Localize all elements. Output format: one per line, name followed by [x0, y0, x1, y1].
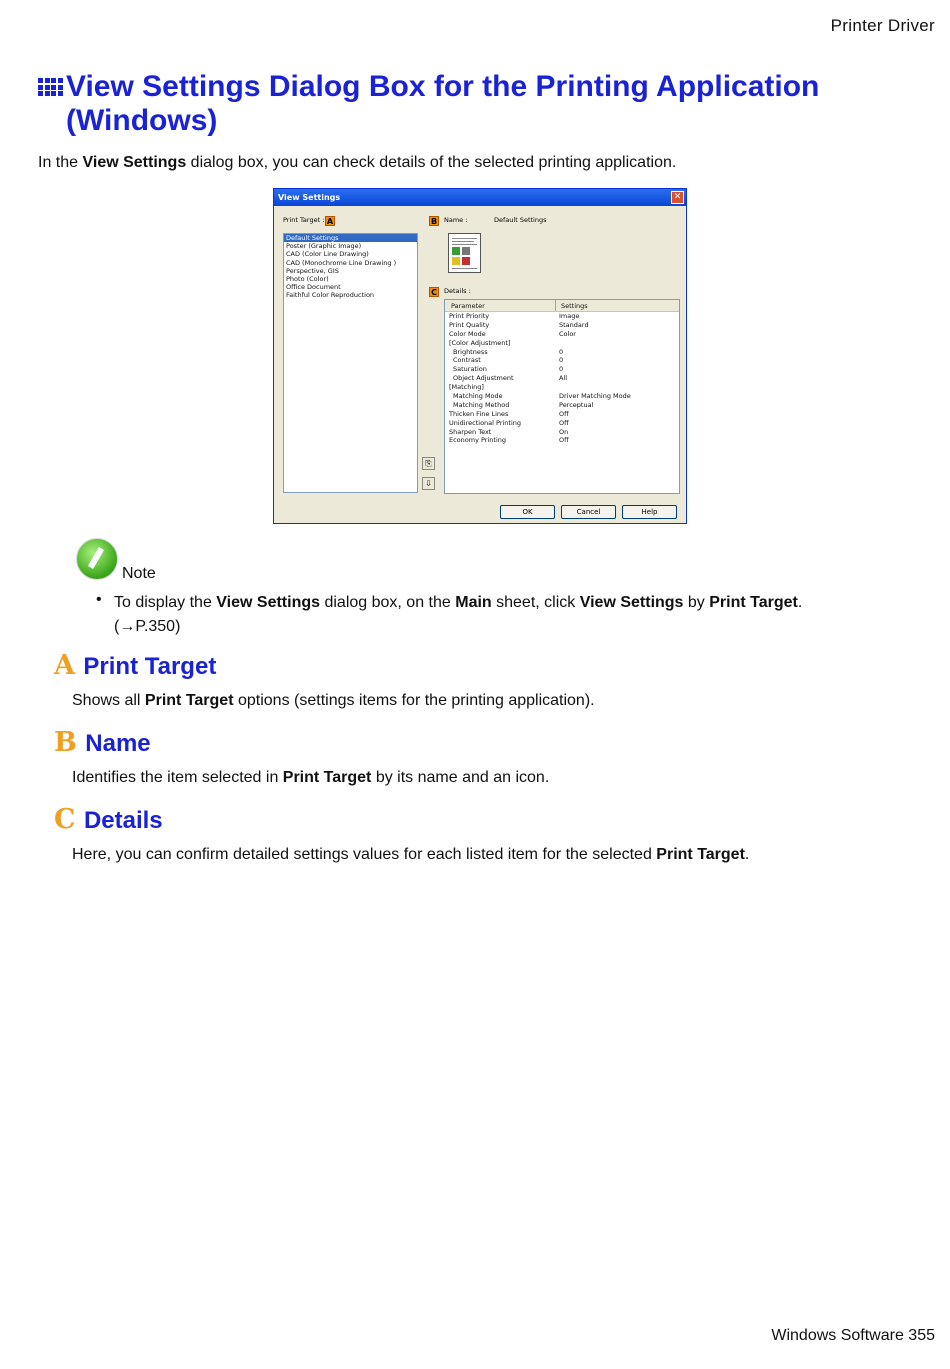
list-item[interactable]: Office Document: [286, 283, 341, 292]
note-t2: dialog box, on the: [320, 594, 456, 611]
section-a-title: Print Target: [83, 653, 217, 680]
table-row: [445, 365, 679, 374]
marker-c: C: [429, 287, 439, 297]
row-setting: Off: [559, 418, 569, 427]
details-table[interactable]: [444, 299, 680, 494]
row-parameter: Economy Printing: [449, 436, 507, 445]
table-row: [445, 410, 679, 419]
row-setting: Off: [559, 409, 569, 418]
note-page-ref[interactable]: (→P.350): [114, 618, 181, 635]
section-c-pre: Here, you can confirm detailed settings values for each listed item for the selected: [72, 846, 657, 863]
row-parameter: Sharpen Text: [449, 427, 492, 436]
intro-post: dialog box, you can check details of the selected printing application.: [186, 154, 677, 171]
intro-paragraph: [38, 154, 676, 172]
section-c-bold: Print Target: [656, 846, 745, 863]
section-a-body: [72, 692, 595, 710]
list-item[interactable]: Perspective, GIS: [286, 266, 339, 275]
table-row: [445, 374, 679, 383]
row-setting: 0: [559, 365, 564, 374]
table-row: [445, 436, 679, 445]
marker-b: B: [430, 217, 438, 226]
name-label: Name :: [444, 216, 468, 224]
section-a-pre: Shows all: [72, 692, 145, 709]
print-target-list[interactable]: [283, 233, 418, 493]
table-row: [445, 312, 679, 321]
table-row: [445, 428, 679, 437]
note-text: [114, 591, 802, 639]
note-label: Note: [122, 565, 156, 582]
row-setting: 0: [559, 347, 564, 356]
section-b-pre: Identifies the item selected in: [72, 769, 283, 786]
list-item[interactable]: Photo (Color): [286, 275, 329, 284]
row-parameter: Matching Mode: [453, 392, 503, 401]
section-c-heading: [54, 804, 163, 835]
row-setting: Standard: [559, 320, 589, 329]
details-label: Details :: [444, 287, 471, 295]
table-row: [445, 339, 679, 348]
table-row: [445, 392, 679, 401]
note-pencil-icon: [76, 538, 118, 580]
table-row: [445, 348, 679, 357]
section-c-title: Details: [83, 807, 163, 834]
page-title: [66, 70, 819, 138]
ok-button[interactable]: OK: [500, 505, 555, 519]
section-a-letter: A: [54, 650, 75, 681]
help-button[interactable]: Help: [622, 505, 677, 519]
row-parameter: Matching Method: [453, 400, 510, 409]
section-a-bold: Print Target: [144, 692, 234, 709]
table-row: [445, 383, 679, 392]
col-settings: Settings: [561, 302, 588, 310]
note-t1: To display the: [114, 594, 217, 611]
row-parameter: Brightness: [453, 347, 488, 356]
close-icon[interactable]: ✕: [671, 191, 684, 204]
row-setting: Driver Matching Mode: [559, 392, 631, 401]
list-item[interactable]: Default Settings: [284, 234, 417, 242]
row-setting: On: [559, 427, 569, 436]
row-parameter: Print Priority: [449, 312, 490, 320]
table-row: [445, 321, 679, 330]
print-target-label: Print Target :: [283, 216, 325, 224]
col-parameter: Parameter: [451, 302, 485, 310]
note-b1: View Settings: [216, 594, 321, 611]
row-setting: 0: [559, 356, 564, 365]
row-parameter: Thicken Fine Lines: [449, 409, 509, 418]
section-a-post: options (settings items for the printing application).: [233, 692, 595, 709]
row-setting: Color: [559, 329, 576, 338]
dialog-titlebar: [274, 189, 686, 206]
table-row: [445, 356, 679, 365]
section-b-title: Name: [85, 730, 151, 757]
row-parameter: Object Adjustment: [453, 374, 514, 383]
list-item[interactable]: CAD (Color Line Drawing): [286, 250, 369, 259]
marker-a: A: [326, 217, 334, 226]
section-b-post: by its name and an icon.: [371, 769, 550, 786]
row-parameter: Color Mode: [449, 329, 486, 338]
print-target-preview-icon: [448, 233, 481, 273]
row-parameter: Unidirectional Printing: [449, 418, 522, 427]
section-c-post: .: [744, 846, 750, 863]
table-row: [445, 330, 679, 339]
intro-bold: View Settings: [82, 154, 187, 171]
list-item[interactable]: CAD (Monochrome Line Drawing ): [286, 258, 397, 267]
section-grid-icon: [38, 78, 62, 98]
row-setting: Image: [559, 312, 580, 320]
page-title-line1: View Settings Dialog Box for the Printing Application: [66, 70, 820, 103]
row-parameter: [Matching]: [449, 383, 484, 392]
view-settings-dialog: [273, 188, 687, 524]
note-bullet: •: [96, 591, 102, 608]
page-footer: Windows Software 355: [771, 1327, 935, 1344]
row-parameter: Contrast: [453, 356, 481, 365]
section-b-letter: B: [54, 727, 77, 758]
row-parameter: [Color Adjustment]: [449, 338, 511, 347]
note-b2: Main: [455, 594, 492, 611]
section-b-heading: [54, 727, 151, 758]
table-row: [445, 419, 679, 428]
running-header: Printer Driver: [830, 16, 935, 35]
section-b-body: [72, 769, 549, 787]
section-b-bold: Print Target: [282, 769, 372, 786]
row-setting: Perceptual: [559, 400, 594, 409]
copy-settings-icon[interactable]: ⎘: [422, 457, 435, 470]
details-table-header: [445, 300, 679, 312]
note-b3: View Settings: [579, 594, 684, 611]
intro-pre: In the: [38, 154, 83, 171]
cancel-button[interactable]: Cancel: [561, 505, 616, 519]
note-b4: Print Target: [709, 594, 798, 611]
row-setting: All: [559, 374, 568, 383]
section-c-body: [72, 846, 749, 864]
list-item[interactable]: Faithful Color Reproduction: [286, 291, 375, 300]
dialog-title: View Settings: [278, 193, 341, 202]
table-row: [445, 401, 679, 410]
save-settings-icon[interactable]: ⇩: [422, 477, 435, 490]
row-setting: Off: [559, 436, 569, 445]
list-item[interactable]: Poster (Graphic Image): [286, 242, 362, 251]
section-c-letter: C: [54, 804, 76, 835]
section-a-heading: [54, 650, 216, 681]
page-title-line2: (Windows): [66, 104, 218, 137]
row-parameter: Print Quality: [449, 320, 490, 329]
note-t3: sheet, click: [491, 594, 580, 611]
note-t4: by: [683, 594, 710, 611]
note-t5: .: [797, 594, 803, 611]
row-parameter: Saturation: [453, 365, 487, 374]
name-value: Default Settings: [494, 216, 547, 224]
